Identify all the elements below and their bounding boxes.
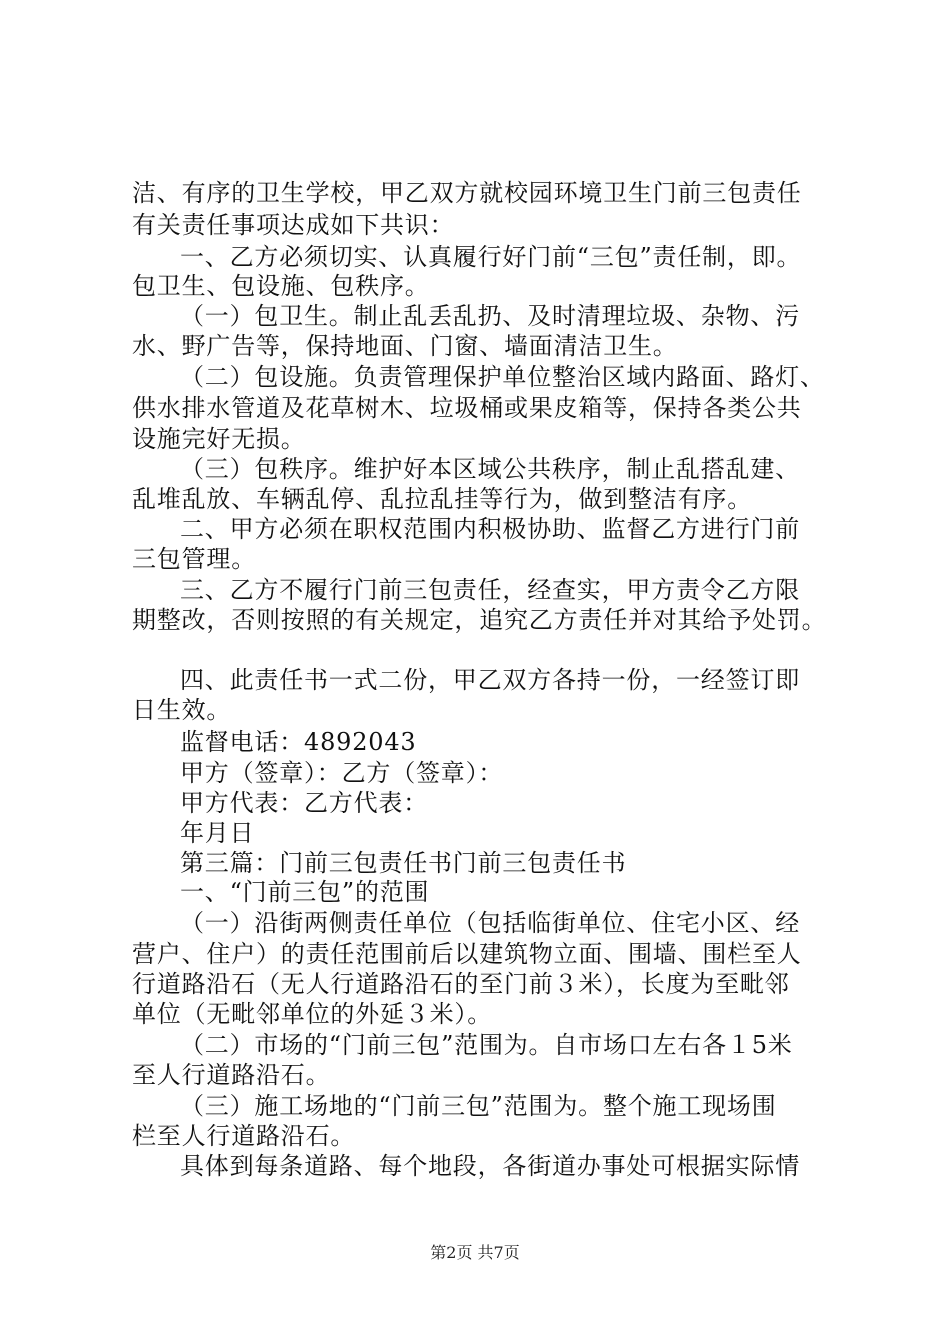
text-line: （二）包设施。负责管理保护单位整治区域内路面、路灯、 — [180, 363, 825, 391]
text-line: 具体到每条道路、每个地段，各街道办事处可根据实际情 — [180, 1152, 800, 1180]
text-line: （三）包秩序。维护好本区域公共秩序，制止乱搭乱建、 — [180, 455, 800, 483]
text-line: 栏至人行道路沿石。 — [132, 1122, 356, 1150]
text-line: 单位（无毗邻单位的外延３米）。 — [132, 1000, 492, 1028]
text-line: 年月日 — [180, 819, 255, 847]
text-line: 设施完好无损。 — [132, 425, 306, 453]
text-line: 行道路沿石（无人行道路沿石的至门前３米），长度为至毗邻 — [132, 970, 790, 998]
text-line: 一、乙方必须切实、认真履行好门前“三包”责任制，即。 — [180, 243, 802, 271]
page-footer: 第2页 共7页 — [430, 1243, 520, 1262]
text-line: 四、此责任书一式二份，甲乙双方各持一份，一经签订即 — [180, 666, 800, 694]
text-line: （三）施工场地的“门前三包”范围为。整个施工现场围 — [180, 1092, 777, 1120]
text-line: 包卫生、包设施、包秩序。 — [132, 272, 430, 300]
text-line: 期整改，否则按照的有关规定，追究乙方责任并对其给予处罚。 — [132, 606, 827, 634]
text-line: 乱堆乱放、车辆乱停、乱拉乱挂等行为，做到整洁有序。 — [132, 485, 752, 513]
text-line: 三、乙方不履行门前三包责任，经查实，甲方责令乙方限 — [180, 576, 800, 604]
text-line: 监督电话：4892043 — [180, 728, 417, 756]
text-line: 甲方（签章）：乙方（签章）： — [180, 759, 504, 787]
text-line: 有关责任事项达成如下共识： — [132, 211, 455, 239]
text-line: 甲方代表：乙方代表： — [180, 789, 428, 817]
text-line: （一）沿街两侧责任单位（包括临街单位、住宅小区、经 — [180, 909, 800, 937]
text-line: 二、甲方必须在职权范围内积极协助、监督乙方进行门前 — [180, 515, 800, 543]
text-line: 一、“门前三包”的范围 — [180, 878, 430, 906]
text-line: 水、野广告等，保持地面、门窗、墙面清洁卫生。 — [132, 332, 678, 360]
text-line: 至人行道路沿石。 — [132, 1061, 331, 1089]
section-heading: 第三篇：门前三包责任书门前三包责任书 — [180, 849, 627, 877]
text-line: 营户、住户）的责任范围前后以建筑物立面、围墙、围栏至人 — [132, 940, 802, 968]
text-line: （二）市场的“门前三包”范围为。自市场口左右各１5米 — [180, 1031, 793, 1059]
text-line: 三包管理。 — [132, 545, 256, 573]
text-line: 洁、有序的卫生学校，甲乙双方就校园环境卫生门前三包责任 — [132, 179, 802, 207]
text-line: 供水排水管道及花草树木、垃圾桶或果皮箱等，保持各类公共 — [132, 394, 802, 422]
text-line: （一）包卫生。制止乱丢乱扔、及时清理垃圾、杂物、污 — [180, 302, 800, 330]
text-line: 日生效。 — [132, 696, 232, 724]
